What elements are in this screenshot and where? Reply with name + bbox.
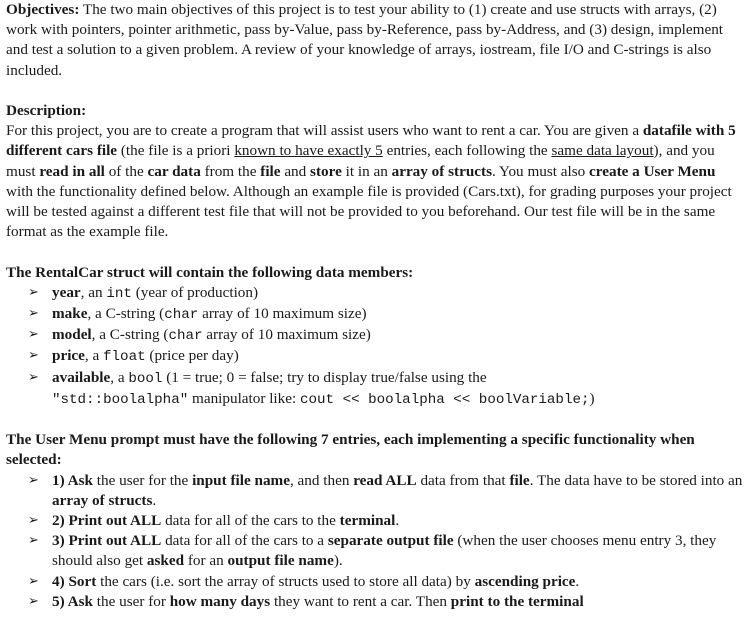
list-item: ➢ 2) Print out ALL data for all of the cars to the terminal. (28, 511, 745, 531)
arrow-bullet-icon: ➢ (28, 369, 39, 385)
menu-entries-list (6, 471, 745, 612)
struct-members-list (6, 283, 745, 410)
list-item: ➢ year, an int (year of production) (28, 283, 259, 302)
arrow-bullet-icon: ➢ (28, 513, 39, 529)
menu-heading: The User Menu prompt must have the following 7 entries, each implementing a specific functionality when selected: (6, 431, 695, 469)
objectives-label: Objectives: (6, 1, 80, 18)
list-item: ➢ 4) Sort the cars (i.e. sort the array of structs used to store all data) by ascending price. (28, 572, 745, 592)
list-item: ➢ 5) Ask the user for how many days they want to rent a car. Then print to the terminal (28, 592, 745, 612)
arrow-bullet-icon: ➢ (28, 573, 39, 589)
description-paragraph: For this project, you are to create a program that will assist users who want to rent a car. You are given a datafile with 5 different cars file (the file is a priori known to have exactly 5 entries, each following the same data layout), and you must read in all of the car data from the file and store it in an array of structs. You must also create a User Menu with the functionality defined below. Although an example file is provided (Cars.txt), for grading purposes your project will be tested against a different test file that will not be provided to you beforehand. Our test file will be in the same format as the example file. (6, 122, 736, 241)
objectives-paragraph: Objectives: The two main objectives of this project is to test your ability to (1) create and use structs with arrays, (2) work with pointers, pointer arithmetic, pass by-Value, pass by-Reference, pass by-Address, and (3) design, implement and test a solution to a given problem. A review of your knowledge of arrays, iostream, file I/O and C-strings is also included. (6, 1, 724, 79)
arrow-bullet-icon: ➢ (28, 593, 39, 609)
list-item: ➢ model, a C-string (char array of 10 maximum size) (28, 326, 371, 345)
list-item: ➢ price, a float (price per day) (28, 347, 239, 366)
arrow-bullet-icon: ➢ (28, 348, 39, 364)
arrow-bullet-icon: ➢ (28, 533, 39, 549)
list-item: ➢ 1) Ask the user for the input file name, and then read ALL data from that file. The data have to be stored into an array of structs. (28, 471, 743, 509)
arrow-bullet-icon: ➢ (28, 306, 39, 322)
list-item: ➢ make, a C-string (char array of 10 maximum size) (28, 305, 367, 324)
arrow-bullet-icon: ➢ (28, 472, 39, 488)
list-item: ➢ available, a bool (1 = true; 0 = false; try to display true/false using the "std::boolalpha" manipulator like: cout << boolalpha << boolVariable;) (28, 368, 595, 408)
list-item: ➢ 3) Print out ALL data for all of the cars to a separate output file (when the user chooses menu entry 3, they should also get asked for an output file name). (28, 532, 717, 570)
struct-heading: The RentalCar struct will contain the following data members: (6, 263, 414, 281)
arrow-bullet-icon: ➢ (28, 284, 39, 300)
arrow-bullet-icon: ➢ (28, 327, 39, 343)
description-heading: Description: (6, 102, 87, 119)
